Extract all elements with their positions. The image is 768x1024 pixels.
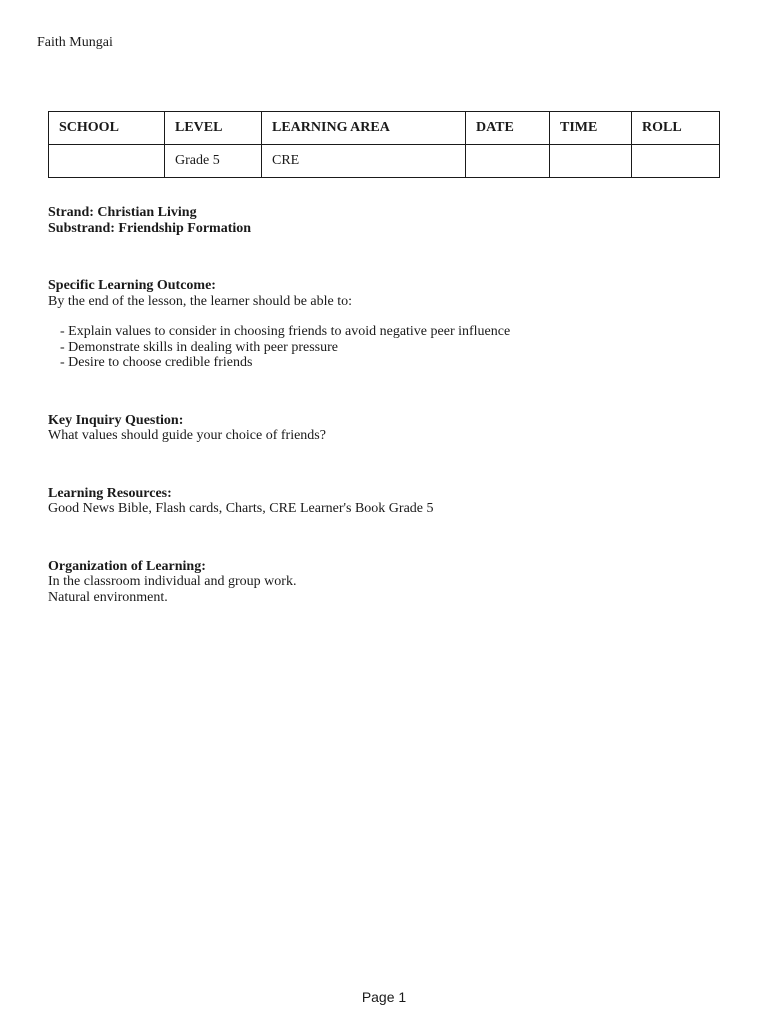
lesson-info-table [48, 111, 720, 178]
resources-text: Good News Bible, Flash cards, Charts, CRE Learner's Book Grade 5 [48, 501, 434, 516]
cell-date [466, 145, 550, 178]
list-item: - Desire to choose credible friends [60, 355, 253, 370]
header-time: TIME [550, 112, 632, 145]
organization-line: In the classroom individual and group work. [48, 574, 297, 589]
outcome-intro: By the end of the lesson, the learner should be able to: [48, 293, 353, 309]
outcome-section [48, 278, 728, 371]
table-row [49, 145, 720, 178]
inquiry-heading: Key Inquiry Question: [48, 412, 184, 428]
organization-section [48, 559, 728, 606]
page-number: Page 1 [361, 989, 407, 1005]
cell-school [49, 145, 165, 178]
header-roll: ROLL [632, 112, 720, 145]
outcome-list [48, 324, 728, 371]
inquiry-text: What values should guide your choice of friends? [48, 428, 326, 443]
cell-level: Grade 5 [165, 145, 262, 178]
table-header-row [49, 112, 720, 145]
cell-roll [632, 145, 720, 178]
cell-time [550, 145, 632, 178]
strand-section [48, 205, 728, 236]
resources-section [48, 486, 728, 517]
header-school: SCHOOL [49, 112, 165, 145]
inquiry-section [48, 413, 728, 444]
header-level: LEVEL [165, 112, 262, 145]
cell-learning-area: CRE [262, 145, 466, 178]
organization-line: Natural environment. [48, 589, 168, 605]
header-date: DATE [466, 112, 550, 145]
lesson-content [48, 205, 728, 605]
list-item: - Demonstrate skills in dealing with peer pressure [60, 339, 338, 355]
resources-heading: Learning Resources: [48, 485, 172, 501]
list-item: - Explain values to consider in choosing friends to avoid negative peer influence [60, 324, 511, 339]
organization-heading: Organization of Learning: [48, 558, 206, 574]
strand-heading: Strand: Christian Living [48, 205, 197, 220]
outcome-heading: Specific Learning Outcome: [48, 278, 216, 293]
substrand-heading: Substrand: Friendship Formation [48, 220, 252, 236]
author-name: Faith Mungai [37, 35, 113, 50]
header-learning-area: LEARNING AREA [262, 112, 466, 145]
